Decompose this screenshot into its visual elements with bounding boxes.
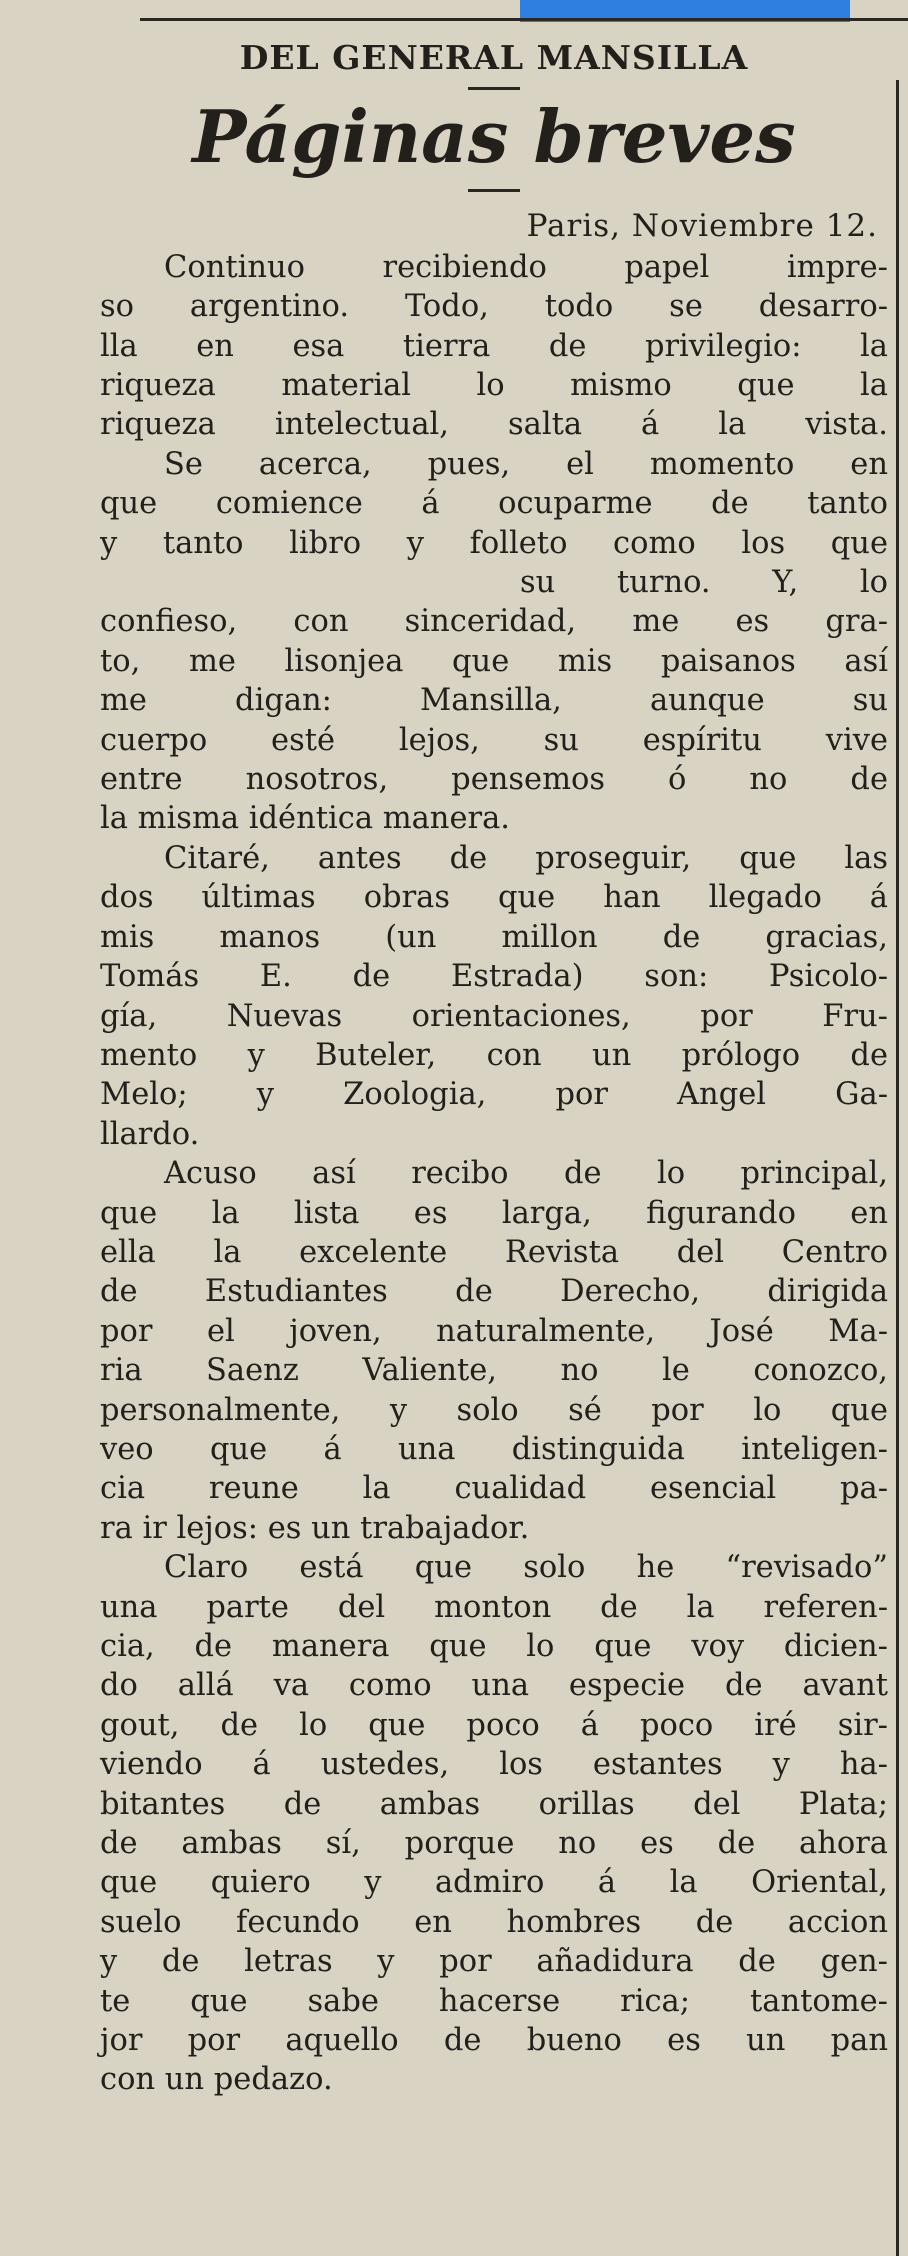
text-line: que quiero y admiro á la Oriental, — [100, 1865, 888, 1901]
paragraph-4 — [100, 1154, 888, 1548]
article-headline: Páginas breves — [192, 94, 796, 179]
text-line: que comience á ocuparme de tanto — [100, 486, 888, 522]
text-line: jor por aquello de bueno es un pan — [100, 2023, 888, 2059]
paragraph-1 — [100, 248, 888, 445]
text-line: Claro está que solo he “revisado” — [164, 1550, 888, 1586]
text-line: que la lista es larga, figurando en — [100, 1195, 888, 1231]
text-line: ella la excelente Revista del Centro — [100, 1234, 888, 1270]
text-line: suelo fecundo en hombres de accion — [100, 1904, 888, 1940]
text-line: personalmente, y solo sé por lo que — [100, 1392, 888, 1428]
text-line: dos últimas obras que han llegado á — [100, 880, 888, 916]
kicker-divider — [468, 87, 520, 90]
paragraph-2 — [100, 445, 888, 839]
text-line: y de letras y por añadidura de gen- — [100, 1944, 888, 1980]
article-dateline: Paris, Noviembre 12. — [526, 207, 878, 244]
text-line: llardo. — [100, 1116, 200, 1152]
paragraph-5 — [100, 1548, 888, 2100]
text-line: riqueza material lo mismo que la — [100, 368, 888, 404]
text-line: lla en esa tierra de privilegio: la — [100, 328, 888, 364]
text-line: mis manos (un millon de gracias, — [100, 919, 888, 955]
text-line: veo que á una distinguida inteligen- — [100, 1431, 888, 1467]
text-line: Melo; y Zoologia, por Angel Ga- — [100, 1077, 888, 1113]
text-line: cia, de manera que lo que voy dicien- — [100, 1629, 888, 1665]
text-line: Citaré, antes de proseguir, que las — [164, 840, 888, 876]
text-line: me digan: Mansilla, aunque su — [100, 683, 888, 719]
text-line: su turno. Y, lo — [520, 565, 888, 601]
text-line: gout, de lo que poco á poco iré sir- — [100, 1707, 888, 1743]
text-line: una parte del monton de la referen- — [100, 1589, 888, 1625]
text-line: Continuo recibiendo papel impre- — [164, 249, 888, 285]
text-line: Acuso así recibo de lo principal, — [164, 1156, 888, 1192]
text-line: por el joven, naturalmente, José Ma- — [100, 1313, 888, 1349]
text-line: la misma idéntica manera. — [100, 801, 510, 837]
text-line: ra ir lejos: es un trabajador. — [100, 1510, 530, 1546]
text-line: entre nosotros, pensemos ó no de — [100, 762, 888, 798]
text-line: cuerpo esté lejos, su espíritu vive — [100, 722, 888, 758]
newspaper-article — [100, 30, 888, 2100]
text-line: cia reune la cualidad esencial pa- — [100, 1471, 888, 1507]
text-line: con un pedazo. — [100, 2062, 333, 2098]
text-line: do allá va como una especie de avant — [100, 1668, 888, 1704]
text-line: riqueza intelectual, salta á la vista. — [100, 407, 888, 443]
paragraph-3 — [100, 839, 888, 1154]
text-line: ria Saenz Valiente, no le conozco, — [100, 1353, 888, 1389]
text-line: confieso, con sinceridad, me es gra- — [100, 604, 888, 640]
text-line: y tanto libro y folleto como los que — [100, 525, 888, 561]
text-line: te que sabe hacerse rica; tantome- — [100, 1983, 888, 2019]
text-line: bitantes de ambas orillas del Plata; — [100, 1786, 888, 1822]
text-line: Se acerca, pues, el momento en — [164, 446, 888, 482]
column-top-rule — [140, 18, 908, 21]
text-line: de ambas sí, porque no es de ahora — [100, 1826, 888, 1862]
text-line: Tomás E. de Estrada) son: Psicolo- — [100, 959, 888, 995]
headline-divider — [468, 189, 520, 192]
text-line: mento y Buteler, con un prólogo de — [100, 1037, 888, 1073]
text-line: so argentino. Todo, todo se desarro- — [100, 289, 888, 325]
text-line: to, me lisonjea que mis paisanos así — [100, 643, 888, 679]
column-right-rule — [896, 80, 899, 2256]
text-line: gía, Nuevas orientaciones, por Fru- — [100, 998, 888, 1034]
text-line: de Estudiantes de Derecho, dirigida — [100, 1274, 888, 1310]
text-line: viendo á ustedes, los estantes y ha- — [100, 1747, 888, 1783]
article-kicker: DEL GENERAL MANSILLA — [239, 38, 749, 77]
